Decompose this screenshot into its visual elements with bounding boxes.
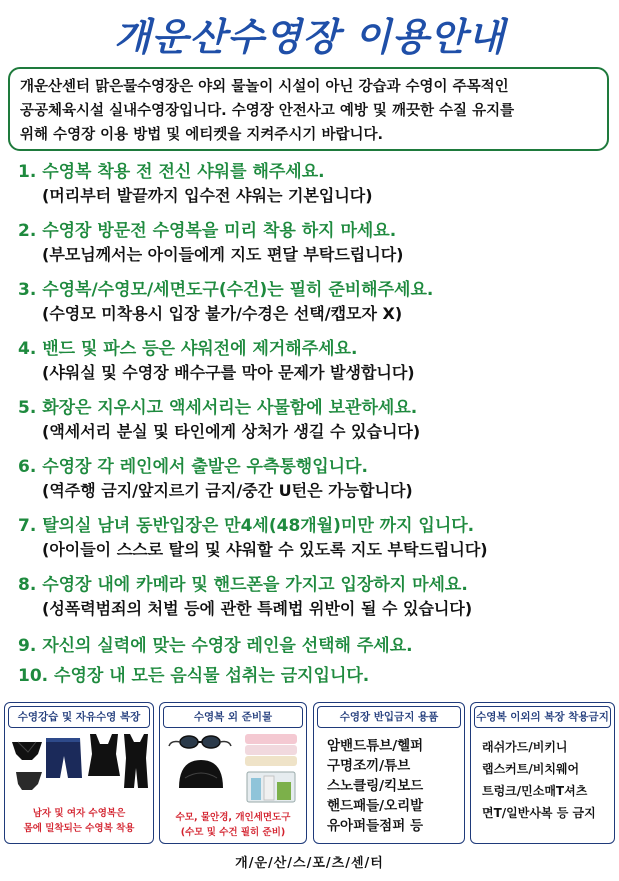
page-title: 개운산수영장 이용안내 [113, 15, 506, 59]
rules-list [18, 160, 613, 694]
supplies-illustration [163, 728, 303, 806]
swimwear-box-head: 수영강습 및 자유수영 복장 [8, 706, 150, 728]
swim-cap-icon [179, 760, 223, 788]
rule-main: 1. 수영복 착용 전 전신 샤워를 해주세요. [18, 162, 325, 182]
supplies-caption: 수모, 물안경, 개인세면도구 [175, 812, 291, 823]
rule-sub: (역주행 금지/앞지르기 금지/중간 U턴은 가능합니다) [42, 481, 413, 500]
rule-8 [18, 573, 613, 632]
swimwear-caption: 남자 및 여자 수영복은 [32, 808, 126, 819]
banned-wear-box [470, 702, 615, 844]
rule-sub: (액세서리 분실 및 타인에게 상처가 생길 수 있습니다) [42, 422, 421, 441]
rule-sub: (머리부터 발끝까지 입수전 샤워는 기본입니다) [42, 186, 373, 205]
rule-sub: (샤워실 및 수영장 배수구를 막아 문제가 발생합니다) [42, 363, 415, 382]
supplies-caption: (수모 및 수건 필히 준비) [180, 827, 286, 838]
supplies-box [159, 702, 307, 844]
rule-main: 3. 수영복/수영모/세면도구(수건)는 필히 준비해주세요. [18, 280, 434, 300]
intro-line: 위해 수영장 이용 방법 및 에티켓을 지켜주시기 바랍니다. [20, 127, 384, 143]
swimwear-caption: 몸에 밀착되는 수영복 착용 [23, 823, 135, 834]
toiletries-icon [247, 772, 295, 802]
swimwear-box [4, 702, 154, 844]
rule-main: 7. 탈의실 남녀 동반입장은 만4세(48개월)미만 까지 입니다. [18, 516, 475, 536]
rule-5 [18, 396, 613, 455]
supplies-box-head: 수영복 외 준비물 [163, 706, 303, 728]
list-item: 랩스커트/비치웨어 [482, 762, 580, 776]
rule-1 [18, 160, 613, 219]
rule-6 [18, 455, 613, 514]
goggles-icon [169, 736, 231, 748]
rule-7 [18, 514, 613, 573]
intro-box [8, 67, 609, 151]
list-item: 구명조끼/튜브 [327, 758, 411, 774]
rule-main: 6. 수영장 각 레인에서 출발은 우측통행입니다. [18, 457, 368, 477]
footer-center-name: 개/운/산/스/포/츠/센/터 [235, 856, 384, 871]
rule-main: 2. 수영장 방문전 수영복을 미리 착용 하지 마세요. [18, 221, 397, 241]
rule-3 [18, 278, 613, 337]
rule-2 [18, 219, 613, 278]
rule-main: 5. 화장은 지우시고 액세서리는 사물함에 보관하세요. [18, 398, 418, 418]
list-item: 래쉬가드/비키니 [482, 740, 568, 754]
list-item: 트렁크/민소매T셔츠 [482, 784, 588, 798]
banned-wear-box-head: 수영복 이외의 복장 착용금지 [474, 706, 611, 728]
rule-main: 4. 밴드 및 파스 등은 샤워전에 제거해주세요. [18, 339, 358, 359]
rule-4 [18, 337, 613, 396]
swimwear-illustration [8, 728, 150, 802]
rule-sub: (성폭력범죄의 처벌 등에 관한 특례법 위반이 될 수 있습니다) [42, 599, 473, 618]
rule-sub: (수영모 미착용시 입장 불가/수경은 선택/캡모자 X) [42, 304, 403, 323]
info-boxes [4, 702, 615, 844]
list-item: 유아퍼들점퍼 등 [327, 818, 423, 834]
banned-items-box [313, 702, 465, 844]
rule-sub: (부모님께서는 아이들에게 지도 편달 부탁드립니다) [42, 245, 404, 264]
intro-line: 공공체육시설 실내수영장입니다. 수영장 안전사고 예방 및 깨끗한 수질 유지를 [20, 103, 515, 119]
list-item: 핸드패들/오리발 [327, 798, 424, 814]
rule-sub: (아이들이 스스로 탈의 및 샤워할 수 있도록 지도 부탁드립니다) [42, 540, 488, 559]
list-item: 암밴드튜브/헬퍼 [327, 738, 424, 754]
rule-main: 8. 수영장 내에 카메라 및 핸드폰을 가지고 입장하지 마세요. [18, 575, 468, 595]
list-item: 면T/일반사복 등 금지 [482, 806, 596, 820]
towel-icon [245, 734, 297, 766]
rule-main: 10. 수영장 내 모든 음식물 섭취는 금지입니다. [18, 666, 370, 686]
rule-9 [18, 634, 613, 664]
rule-main: 9. 자신의 실력에 맞는 수영장 레인을 선택해 주세요. [18, 636, 413, 656]
banned-wear-list [474, 728, 611, 824]
intro-line: 개운산센터 맑은물수영장은 야외 물놀이 시설이 아닌 강습과 수영이 주목적인 [20, 79, 509, 95]
banned-items-box-head: 수영장 반입금지 용품 [317, 706, 461, 728]
rule-10 [18, 664, 613, 694]
banned-items-list [317, 728, 461, 836]
list-item: 스노클링/킥보드 [327, 778, 424, 794]
